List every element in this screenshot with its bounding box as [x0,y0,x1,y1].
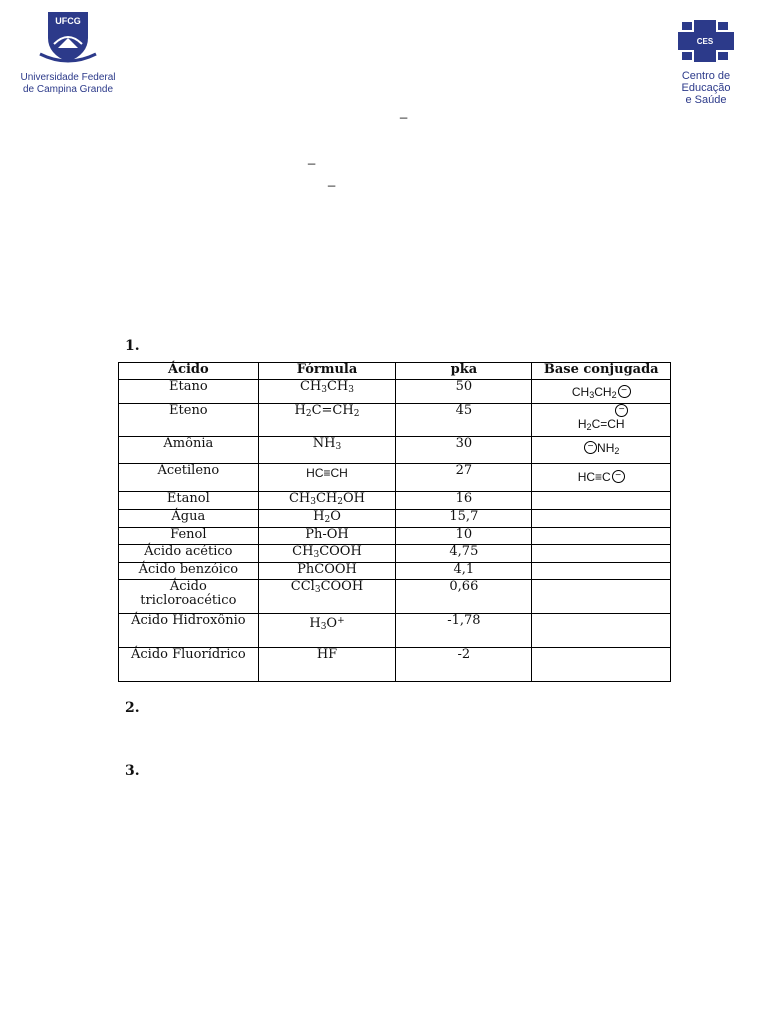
acid-name: Acetileno [119,464,259,492]
table-row [119,510,671,528]
ces-logo [658,18,754,106]
conjugate-base: − $H_2C=CH$ [532,404,671,437]
pka-value: -1,78 [396,614,532,648]
ufcg-name-line2: de Campina Grande [22,84,114,95]
header-formula: Fórmula [258,363,396,380]
table-row [119,648,671,682]
ces-emblem-text: CES [696,37,714,46]
ces-name-line1: Centro de Educação [681,70,731,94]
pka-value: 4,1 [396,563,532,580]
table-header-row [119,363,671,380]
acid-formula: HC≡CH [258,464,396,492]
dash-mark: _ [308,150,316,165]
acid-name: Etano [119,380,259,404]
negative-charge-icon: − [612,470,625,483]
ufcg-name-line1: Universidade Federal [20,72,116,83]
conjugate-base: $CH_3CH_2$ − [532,380,671,404]
conjugate-base [532,563,671,580]
table-row [119,614,671,648]
negative-charge-icon: − [584,441,597,454]
dash-mark: _ [328,172,336,187]
table-row [119,563,671,580]
ces-emblem-icon [658,18,754,64]
table-row [119,528,671,545]
pka-value: 10 [396,528,532,545]
ces-name-line2: e Saúde [685,94,727,106]
acid-formula: $CH_3COOH$ [258,545,396,563]
acid-name: Eteno [119,404,259,437]
acid-name: Ácido benzóico [119,563,259,580]
ufcg-emblem-icon [18,10,118,66]
conjugate-base [532,614,671,648]
conjugate-base [532,648,671,682]
acid-formula: CCl$_3$COOH [258,580,396,614]
table-row [119,492,671,510]
ufcg-logo [18,10,118,96]
acid-name: Ácido Hidroxônio [119,614,259,648]
conjugate-base [532,528,671,545]
conjugate-base [532,492,671,510]
acid-name: Ácido tricloroacético [119,580,259,614]
question-number-2: 2. [125,700,140,716]
header-acid: Ácido [119,363,259,380]
table-row [119,380,671,404]
pka-value: 0,66 [396,580,532,614]
pka-value: 30 [396,437,532,464]
acid-formula: $H_2O$ [258,510,396,528]
question-number-1: 1. [125,338,140,354]
acid-formula: $H_3O^+$ [258,614,396,648]
pka-value: -2 [396,648,532,682]
pka-table [118,362,671,682]
conjugate-base [532,580,671,614]
pka-value: 45 [396,404,532,437]
pka-value: 15,7 [396,510,532,528]
acid-formula: Ph-OH [258,528,396,545]
acid-name: Ácido Fluorídrico [119,648,259,682]
pka-value: 4,75 [396,545,532,563]
acid-name: Água [119,510,259,528]
question-number-3: 3. [125,763,140,779]
conjugate-base [532,545,671,563]
pka-value: 27 [396,464,532,492]
pka-value: 16 [396,492,532,510]
table-row [119,580,671,614]
acid-name: Etanol [119,492,259,510]
pka-value: 50 [396,380,532,404]
ufcg-emblem-text: UFCG [55,16,81,26]
acid-formula: $CH_3CH_3$ [258,380,396,404]
table-row [119,437,671,464]
header-conjugate-base: Base conjugada [532,363,671,380]
conjugate-base [532,510,671,528]
acid-formula: HF [258,648,396,682]
table-row [119,404,671,437]
conjugate-base: − $NH_2$ [532,437,671,464]
acid-formula: $CH_3CH_2OH$ [258,492,396,510]
header-pka: pka [396,363,532,380]
conjugate-base: HC≡C − [532,464,671,492]
table-row [119,545,671,563]
negative-charge-icon: − [615,404,628,417]
negative-charge-icon: − [618,385,631,398]
acid-name: Ácido acético [119,545,259,563]
table-row [119,464,671,492]
acid-formula: $H_2C=CH_2$ [258,404,396,437]
dash-mark: _ [400,104,408,119]
acid-formula: PhCOOH [258,563,396,580]
acid-formula: $NH_3$ [258,437,396,464]
acid-name: Fenol [119,528,259,545]
acid-name: Amônia [119,437,259,464]
